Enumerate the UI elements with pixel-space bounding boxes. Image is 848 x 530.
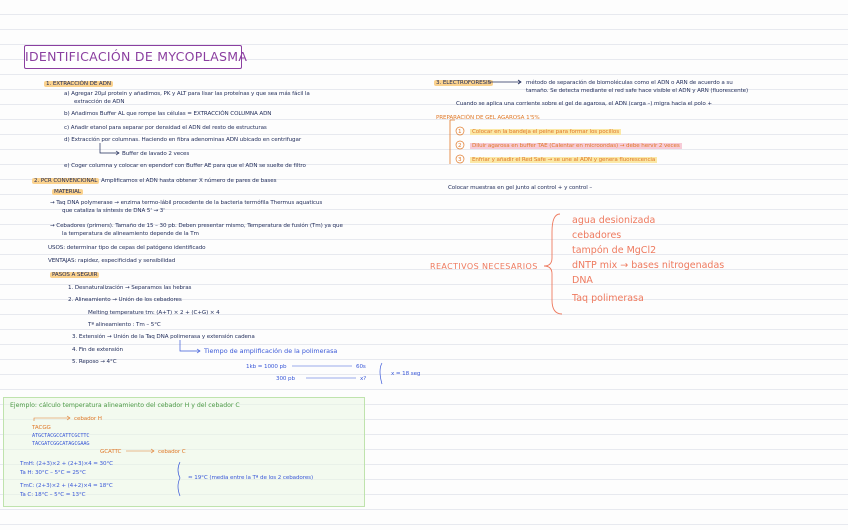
- gel-step-1-number: 1: [458, 129, 462, 135]
- cebador-c-label: cebador C: [158, 449, 186, 455]
- cebador-h-seq: TACGG: [32, 425, 51, 431]
- ta-h: Ta H: 30°C – 5°C = 25°C: [20, 470, 86, 476]
- pcr-step-1: 1. Desnaturalización → Separamos las hebras: [68, 285, 192, 291]
- s1-step-e: e) Coger columna y colocar en ependorf con Buffer AE para que el ADN se suelte de filtro: [64, 163, 306, 169]
- tm-c: TmC: (2+3)×2 + (4+2)×4 = 18°C: [20, 483, 113, 489]
- gel-prep-heading: PREPARACIÓN DE GEL AGAROSA 1'5%: [436, 115, 540, 121]
- pasos-label: PASOS A SEGUIR: [52, 272, 98, 278]
- section-2-heading-rest: Amplificamos el ADN hasta obtener X número de pares de bases: [100, 178, 277, 184]
- calc-row-2-right: x?: [360, 376, 367, 382]
- ta-c: Ta C: 18°C – 5°C = 13°C: [20, 492, 86, 498]
- reactivos-label: REACTIVOS NECESARIOS: [430, 262, 538, 271]
- pcr-step-2: 2. Alineamiento → Unión de los cebadores: [68, 297, 182, 303]
- gel-load-samples: Colocar muestras en gel junto al control + y control –: [448, 185, 593, 191]
- pcr-step-2-alineamiento: Tª alineamiento : Tm – 5°C: [88, 322, 161, 328]
- electroforesis-def: método de separación de biomoléculas como el ADN o ARN de acuerdo a su: [526, 80, 733, 86]
- step-circle-2: [456, 141, 464, 149]
- cebador-c-seq: GCATTC: [100, 449, 122, 455]
- calc-row-1-left: 1kb = 1000 pb: [246, 364, 287, 370]
- s1-step-a-cont: extracción de ADN: [74, 99, 125, 105]
- reactivo-item: DNA: [572, 275, 593, 286]
- section-3-heading: 3. ELECTROFORESIS: [436, 80, 492, 86]
- s1-step-c: c) Añadir etanol para separar por densidad el ADN del resto de estructuras: [64, 125, 267, 131]
- pcr-step-5: 5. Reposo → 4°C: [72, 359, 117, 365]
- s1-step-a: a) Agregar 20µl protein y añadimos, PK y ALT para lisar las proteínas y que sea más fácil la: [64, 91, 310, 97]
- example-brace: [178, 462, 180, 496]
- taq-line: → Taq DNA polymerase → enzima termo-lábil procedente de la bacteria termófila Thermus aquaticus: [50, 200, 323, 206]
- usos-line: USOS: determinar tipo de cepas del patógeno identificado: [48, 245, 206, 251]
- cebadores-line: → Cebadores (primers). Tamaño de 15 – 30 pb. Deben presentar mismo, Temperatura de fusión (Tm) ya que: [50, 223, 343, 229]
- s1-step-d: d) Extracción por columnas. Haciendo en fibra adenominas ADN ubicado en centrifugar: [64, 137, 302, 143]
- tiempo-amplificacion: Tiempo de amplificación de la polimerasa: [204, 347, 338, 355]
- reactivo-item: dNTP mix → bases nitrogenadas: [572, 260, 725, 271]
- calc-row-2-left: 300 pb: [276, 376, 295, 382]
- pcr-step-2-melting: Melting temperature tm: (A+T) × 2 + (C+G) × 4: [88, 310, 220, 316]
- reactivos-brace: [544, 214, 562, 314]
- ventajas-line: VENTAJAS: rapidez, especificidad y sensibilidad: [48, 258, 176, 264]
- pcr-step-3: 3. Extensión → Unión de la Taq DNA polimerasa y extensión cadena: [72, 334, 255, 340]
- calc-row-1-right: 60s: [356, 364, 366, 370]
- gel-step-2: Diluir agarosa en buffer TAE (Calentar en microondas) → debe hervir 2 veces: [472, 143, 680, 149]
- electroforesis-migration: Cuando se aplica una corriente sobre el gel de agarosa, el ADN (carga –) migra hacia el polo +: [456, 101, 712, 107]
- calc-result: x = 18 seg: [391, 371, 421, 377]
- step-circle-1: [456, 127, 464, 135]
- tm-h: TmH: (2+3)×2 + (2+3)×4 = 30°C: [20, 461, 113, 467]
- s1-step-b: b) Añadimos Buffer AL que rompe las células = EXTRACCIÓN COLUMNA ADN: [64, 111, 272, 117]
- arrow-cebador-h: [34, 418, 70, 421]
- dna-strand-1: ATGCTACGCCATTCGCTTC: [32, 433, 90, 439]
- reactivo-item: cebadores: [572, 230, 622, 241]
- calc-brace: [380, 363, 382, 384]
- reactivo-item: tampón de MgCl2: [572, 245, 657, 256]
- dna-strand-2: TACGATCGGCATAGCGAAG: [32, 441, 90, 447]
- pcr-step-4: 4. Fin de extensión: [72, 347, 123, 353]
- gel-steps-bracket: [450, 120, 455, 164]
- reactivo-item: Taq polimerasa: [572, 293, 644, 304]
- gel-step-2-number: 2: [458, 143, 462, 149]
- example-result: ≈ 19°C (media entre la Tª de los 2 cebadores): [188, 475, 314, 481]
- cebador-h-label: cebador H: [74, 416, 102, 422]
- page-title: IDENTIFICACIÓN DE MYCOPLASMA: [24, 45, 242, 69]
- step-circle-3: [456, 155, 464, 163]
- gel-step-1: Colocar en la bandeja el peine para formar los pocillos: [472, 129, 620, 135]
- gel-step-3: Enfriar y añadir el Red Safe → se une al ADN y genera fluorescencia: [472, 157, 656, 163]
- example-title: Ejemplo: cálculo temperatura alineamiento del cebador H y del cebador C: [10, 402, 240, 409]
- gel-step-3-number: 3: [458, 157, 462, 163]
- electroforesis-def-cont: tamaño. Se detecta mediante el red safe hace visible el ADN y ARN (fluorescente): [526, 88, 749, 94]
- reactivo-item: agua desionizada: [572, 215, 656, 226]
- material-label: MATERIAL: [54, 189, 81, 195]
- taq-line-cont: que cataliza la síntesis de DNA 5' → 3': [62, 208, 165, 214]
- s1-step-d-sub: Buffer de lavado 2 veces: [122, 151, 190, 157]
- section-1-heading: 1. EXTRACCIÓN DE ADN: [46, 81, 111, 87]
- cebadores-line-cont: la temperatura de alineamiento depende de la Tm: [62, 231, 199, 237]
- section-2-heading: 2. PCR CONVENCIONAL Amplificamos el ADN hasta obtener X número de pares de bases: [34, 178, 277, 184]
